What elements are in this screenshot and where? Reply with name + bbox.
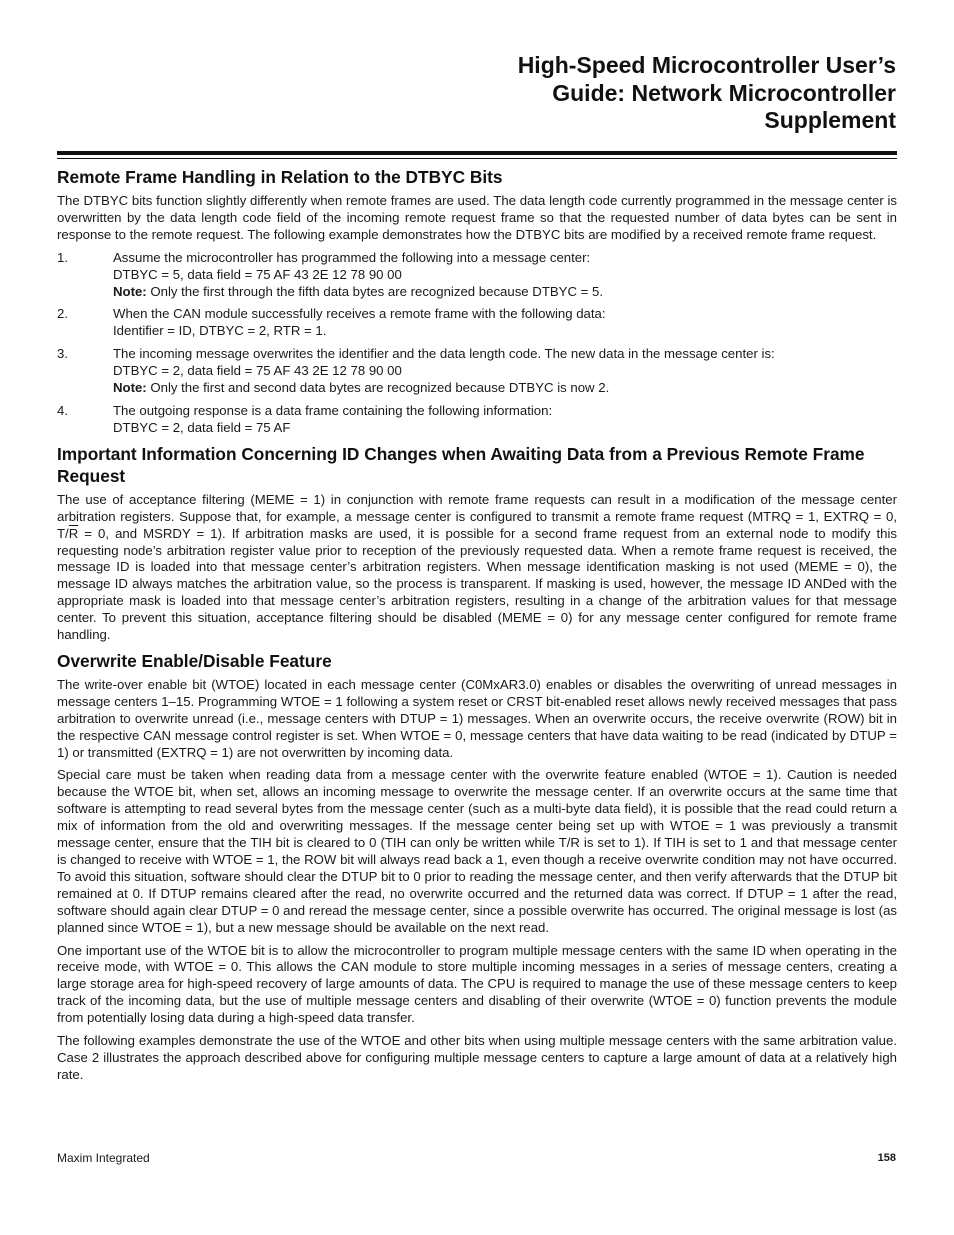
numbered-list [57,250,897,437]
overlined-r: $\overline{R}$ [68,525,79,541]
list-item-line: The outgoing response is a data frame containing the following information: [113,402,553,418]
list-item-line: The incoming message overwrites the identifier and the data length code. The new data in the message center is: [113,346,775,362]
list-item-number: 4. [57,402,68,418]
paragraph-text: = 0, and MSRDY = 1). If arbitration masks are used, it is possible for a second frame request from an external node to modify this requesting node’s arbitration register value prior to reception of the previously requested data. When a remote frame request is received, the message ID is loaded into that message center’s arbitration registers. When message identification masking is not used (MEME = 0), the message ID always matches the arbitration value, so the process is transparent. If masking is used, however, the message ID ANDed with the appropriate mask is loaded into that message center’s arbitration registers, resulting in a change of the arbitration values for that message center. To prevent this situation, acceptance filtering should be disabled (MEME = 0) for any message center configured for remote frame handling. [57,525,897,643]
list-item-line: DTBYC = 5, data field = 75 AF 43 2E 12 78 90 00 [113,266,402,282]
section-heading-id-changes: Important Information Concerning ID Changes when Awaiting Data from a Previous Remote Frame Request [57,443,865,486]
list-item-body [113,250,603,301]
list-item-line: When the CAN module successfully receives a remote frame with the following data: [113,306,606,322]
note-label: Note: [113,380,147,396]
list-item-body [113,306,606,340]
section-remote-frame-intro: The DTBYC bits function slightly differently when remote frames are used. The data length code currently programmed in the message center is overwritten by the data length code field of the incoming remote request frame so that the requested number of data bytes can be sent in response to the remote request. The following example demonstrates how the DTBYC bits are modified by a received remote frame request. [57,193,897,242]
title-line-1: High-Speed Microcontroller User’s [517,52,896,78]
note-text: Only the first through the fifth data bytes are recognized because DTBYC = 5. [146,283,604,299]
section-heading-remote-frame: Remote Frame Handling in Relation to the DTBYC Bits [57,167,503,187]
title-line-2: Guide: Network Microcontroller [552,79,896,106]
footer-company: Maxim Integrated [57,1151,150,1165]
list-item [57,306,897,340]
list-item-body [113,346,775,397]
header-rule-thin [57,158,897,159]
main-content [57,166,897,1090]
paragraph-text: The use of acceptance filtering (MEME = 1) in conjunction with remote frame requests can result in a modification of the message center arbitration registers. Suppose that, for example, a message center is configured to transmit a remote frame request (MTRQ = 1, EXTRQ = 0, T/ [57,491,897,541]
list-item-line: Assume the microcontroller has programmed the following into a message center: [113,249,591,265]
list-item-note [113,380,775,397]
note-text: Only the first and second data bytes are recognized because DTBYC is now 2. [146,380,610,396]
footer-page-number: 158 [877,1152,896,1164]
list-item-number: 2. [57,306,68,322]
list-item-line: DTBYC = 2, data field = 75 AF 43 2E 12 78 90 00 [113,363,402,379]
list-item [57,250,897,301]
list-item-line: Identifier = ID, DTBYC = 2, RTR = 1. [113,323,327,339]
list-item-number: 1. [57,249,68,265]
section-id-changes-paragraph [57,492,897,644]
section-overwrite-paragraph-2: Special care must be taken when reading data from a message center with the overwrite feature enabled (WTOE = 1). Caution is needed because the WTOE bit, when set, allows an incoming message to overwrite the message center. If an overwrite occurs at the same time that software is attempting to read several bytes from the message center (such as a multi-byte data field), it is possible that the read could return a mix of information from the old and overwriting messages. If the message center being set up with WTOE = 1 was previously a transmit message center, ensure that the TIH bit is cleared to 0 (TIH can only be written while T/R is set to 1). If TIH is set to 1 and that message center is changed to receive with WTOE = 1, the ROW bit will always read back a 1, even though a receive overwrite condition may not have occurred. To avoid this situation, software should clear the DTUP bit to 0 prior to reading the message center, and then verify afterwards that the DTUP bit remained at 0. If DTUP remains cleared after the read, no overwrite occurred and the returned data was correct. If DTUP = 1 after the read, software should again clear DTUP = 0 and reread the message center, since a possible overwrite has occurred. The original message is lost (as planned since WTOE = 1), but a new message should be available on the next read. [57,767,897,935]
list-item [57,346,897,397]
note-label: Note: [113,283,147,299]
list-item-line: DTBYC = 2, data field = 75 AF [113,419,291,435]
section-overwrite-paragraph-4: The following examples demonstrate the use of the WTOE and other bits when using multiple message centers with the same arbitration value. Case 2 illustrates the approach described above for configuring multiple message centers to capture a large amount of data at a relatively high rate. [57,1033,897,1082]
header-rule-thick [57,151,897,155]
title-line-3: Supplement [764,107,896,133]
document-title [336,52,896,135]
section-overwrite-paragraph-1: The write-over enable bit (WTOE) located in each message center (C0MxAR3.0) enables or disables the overwriting of unread messages in message centers 1–15. Programming WTOE = 1 following a system reset or CRST bit-enabled reset allows newly received messages that pass arbitration to overwrite unread (i.e., message centers with DTUP = 1) messages. When an overwrite occurs, the receive overwrite (ROW) bit in the respective CAN message control register is set. When WTOE = 0, message centers that have data waiting to be read (indicated by DTUP = 1) or transmitted (EXTRQ = 1) are not overwritten by incoming data. [57,676,897,760]
section-heading-overwrite: Overwrite Enable/Disable Feature [57,650,332,671]
list-item-number: 3. [57,346,68,362]
list-item [57,403,897,437]
section-overwrite-paragraph-3: One important use of the WTOE bit is to allow the microcontroller to program multiple message centers with the same ID when operating in the receive mode, with WTOE = 0. This allows the CAN module to store multiple incoming messages in a series of message centers, creating a large storage area for high-speed recovery of large amounts of data. The CPU is required to manage the use of these message centers to keep track of the incoming data, but the use of multiple message centers and disabling of their overwrite (WTOE = 0) function prevents the module from potentially losing data during a high-speed data transfer. [57,942,897,1026]
list-item-body [113,403,552,437]
list-item-note [113,284,603,301]
